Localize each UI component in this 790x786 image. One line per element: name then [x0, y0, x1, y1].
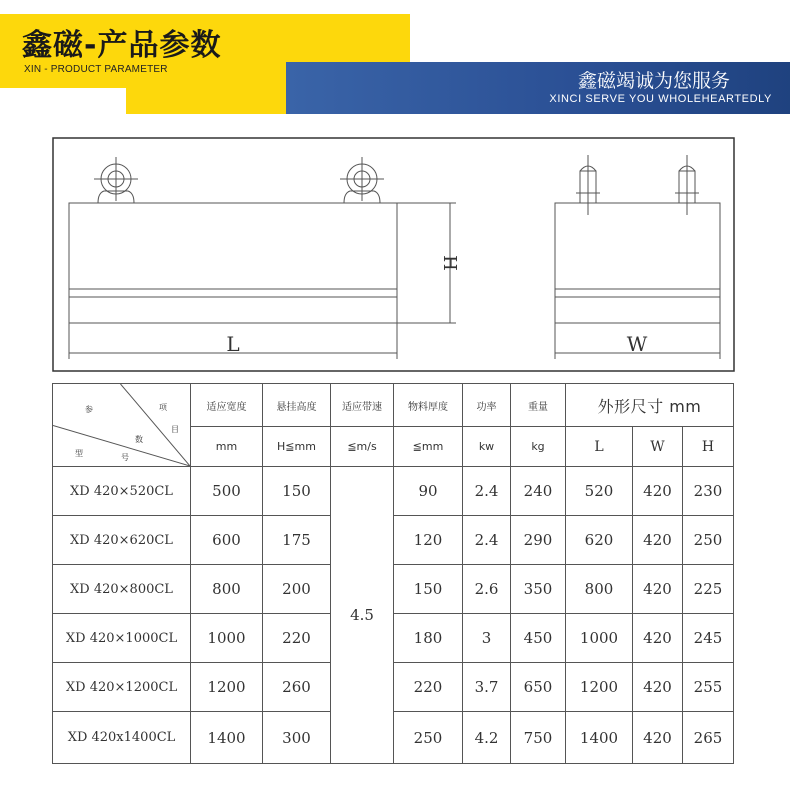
cell-l: 620: [566, 516, 633, 565]
cell-height: 220: [263, 614, 331, 663]
cell-w: 420: [633, 467, 683, 516]
cell-width: 1000: [191, 614, 263, 663]
cell-height: 150: [263, 467, 331, 516]
cell-model: XD 420×620CL: [53, 516, 191, 565]
cell-h: 250: [683, 516, 734, 565]
cell-h: 265: [683, 712, 734, 764]
cell-height: 175: [263, 516, 331, 565]
cell-w: 420: [633, 565, 683, 614]
label-w: W: [626, 332, 648, 356]
label-l: L: [226, 332, 240, 356]
cell-weight: 350: [511, 565, 566, 614]
cell-model: XD 420×800CL: [53, 565, 191, 614]
cell-power: 3.7: [463, 663, 511, 712]
corner-xing: 型: [75, 449, 83, 458]
cell-w: 420: [633, 712, 683, 764]
dim-header-h: H: [683, 427, 734, 467]
cell-l: 1400: [566, 712, 633, 764]
cell-l: 520: [566, 467, 633, 516]
table-row: [53, 467, 734, 516]
cell-thickness: 120: [394, 516, 463, 565]
cell-h: 230: [683, 467, 734, 516]
cell-power: 2.4: [463, 516, 511, 565]
header-height: 悬挂高度: [263, 384, 331, 427]
cell-width: 1200: [191, 663, 263, 712]
corner-can: 参: [85, 405, 93, 414]
label-h: H: [439, 255, 460, 271]
cell-power: 3: [463, 614, 511, 663]
header-dimensions: 外形尺寸 mm: [566, 384, 734, 427]
cell-width: 1400: [191, 712, 263, 764]
dim-header-l: L: [566, 427, 633, 467]
spec-table: [52, 383, 734, 764]
header-width: 适应宽度: [191, 384, 263, 427]
cell-weight: 240: [511, 467, 566, 516]
cell-power: 2.6: [463, 565, 511, 614]
unit-height: H≦mm: [263, 427, 331, 467]
cell-w: 420: [633, 516, 683, 565]
unit-speed: ≦m/s: [331, 427, 394, 467]
cell-thickness: 220: [394, 663, 463, 712]
cell-weight: 650: [511, 663, 566, 712]
cell-h: 255: [683, 663, 734, 712]
corner-mu: 目: [171, 425, 179, 434]
cell-power: 4.2: [463, 712, 511, 764]
cell-thickness: 180: [394, 614, 463, 663]
cell-w: 420: [633, 614, 683, 663]
cell-power: 2.4: [463, 467, 511, 516]
cell-w: 420: [633, 663, 683, 712]
unit-weight: kg: [511, 427, 566, 467]
slogan-english: XINCI SERVE YOU WHOLEHEARTEDLY: [549, 93, 772, 105]
cell-l: 1000: [566, 614, 633, 663]
unit-width: mm: [191, 427, 263, 467]
cell-thickness: 250: [394, 712, 463, 764]
table-row: [53, 516, 734, 565]
cell-h: 225: [683, 565, 734, 614]
cell-height: 300: [263, 712, 331, 764]
table-row: [53, 614, 734, 663]
unit-power: kw: [463, 427, 511, 467]
table-row: [53, 565, 734, 614]
cell-belt-speed: 4.5: [331, 467, 394, 764]
cell-weight: 290: [511, 516, 566, 565]
corner-xiang: 项: [159, 403, 167, 412]
cell-width: 500: [191, 467, 263, 516]
table-row: [53, 712, 734, 764]
cell-thickness: 150: [394, 565, 463, 614]
cell-width: 600: [191, 516, 263, 565]
page-subtitle: XIN - PRODUCT PARAMETER: [24, 64, 168, 75]
header-thickness: 物料厚度: [394, 384, 463, 427]
corner-hao: 号: [121, 453, 129, 462]
cell-l: 800: [566, 565, 633, 614]
corner-header: [53, 384, 191, 467]
header-weight: 重量: [511, 384, 566, 427]
cell-model: XD 420x1400CL: [53, 712, 191, 764]
cell-model: XD 420×520CL: [53, 467, 191, 516]
cell-height: 200: [263, 565, 331, 614]
header-power: 功率: [463, 384, 511, 427]
cell-model: XD 420×1000CL: [53, 614, 191, 663]
page-title: 鑫磁-产品参数: [22, 28, 222, 63]
cell-thickness: 90: [394, 467, 463, 516]
corner-shu: 数: [135, 435, 143, 444]
cell-width: 800: [191, 565, 263, 614]
cell-l: 1200: [566, 663, 633, 712]
cell-h: 245: [683, 614, 734, 663]
slogan: 鑫磁竭诚为您服务: [577, 70, 730, 92]
cell-model: XD 420×1200CL: [53, 663, 191, 712]
table-row: [53, 663, 734, 712]
unit-thickness: ≦mm: [394, 427, 463, 467]
cell-weight: 750: [511, 712, 566, 764]
product-drawing: [52, 137, 735, 372]
cell-weight: 450: [511, 614, 566, 663]
header-speed: 适应带速: [331, 384, 394, 427]
cell-height: 260: [263, 663, 331, 712]
dim-header-w: W: [633, 427, 683, 467]
